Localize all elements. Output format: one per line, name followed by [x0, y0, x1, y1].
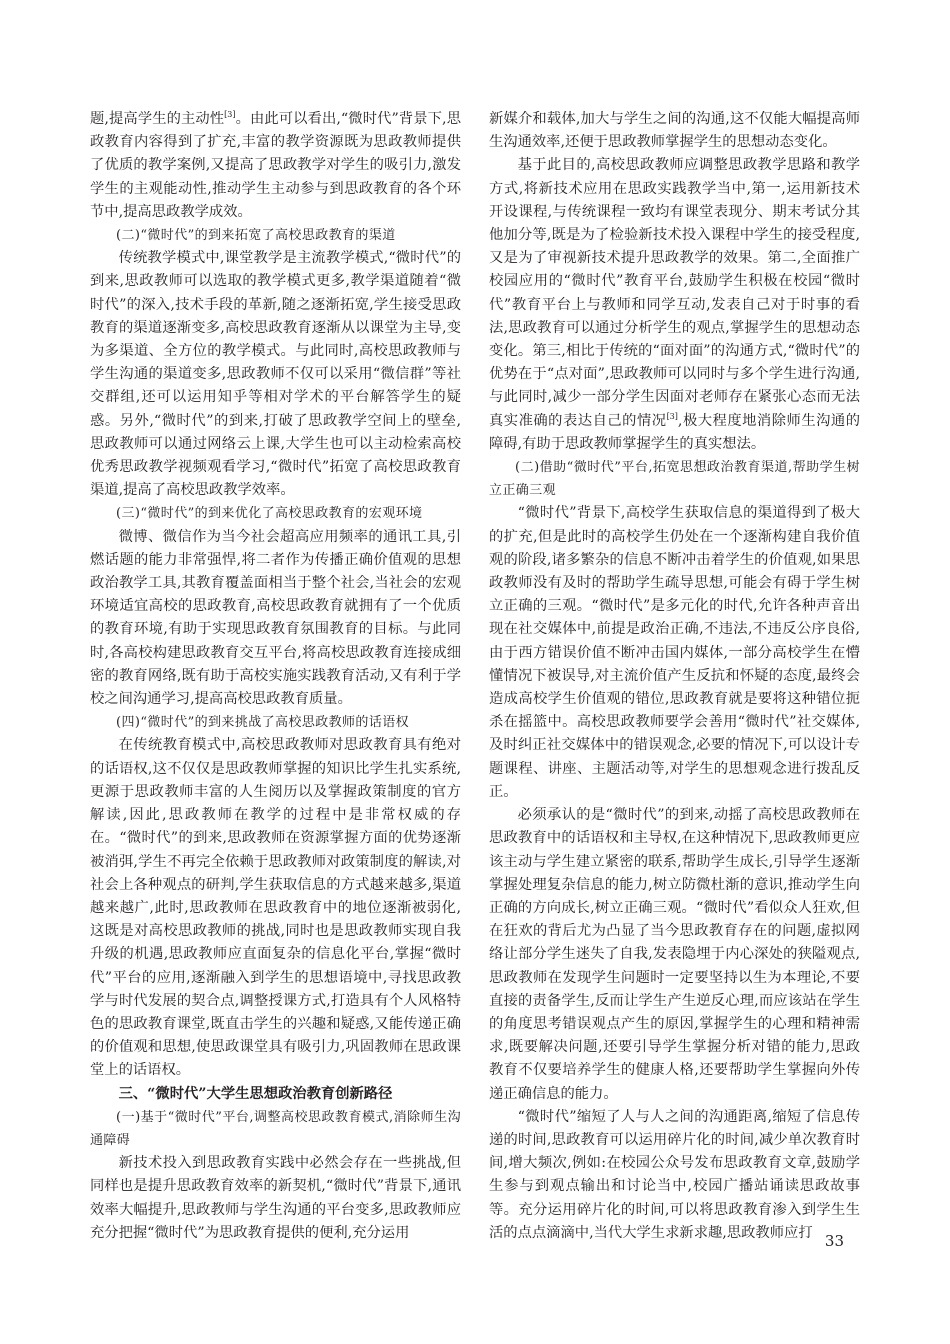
subheading — [90, 502, 461, 525]
paragraph-text: (一)基于“微时代”平台,调整高校思政教育模式,消除师生沟通障碍 — [90, 1109, 461, 1148]
body-paragraph — [489, 804, 860, 1106]
body-paragraph — [489, 108, 860, 154]
body-paragraph — [489, 154, 860, 456]
subheading — [489, 456, 860, 502]
subheading — [90, 1106, 461, 1152]
section-heading — [90, 1083, 461, 1106]
body-paragraph — [90, 247, 461, 502]
paragraph-text: 题,提高学生的主动性 — [90, 111, 225, 127]
body-paragraph — [489, 1106, 860, 1245]
paragraph-text: 微博、微信作为当今社会超高应用频率的通讯工具,引燃话题的能力非常强悍,将二者作为传播正确价值观的思想政治教学工具,其教育覆盖面相当于整个社会,当社会的宏观环境适宜高校的思政教育,高校思政教育就拥有了一个优质的教育环境,有助于实现思政教育氛围教育的目标。与此同时,各高校构建思政教育交互平台,将高校思政教育连接成细密的教育网络,既有助于高校实施实践教育活动,又有利于学校之间沟通学习,提高高校思政教育质量。 — [90, 528, 461, 708]
paragraph-text: 在传统教育模式中,高校思政教师对思政教育具有绝对的话语权,这不仅仅是思政教师掌握的知识比学生扎实系统,更源于思政教师丰富的人生阅历以及掌握政策制度的官方解读,因此,思政教师在教学的过程中是非常权威的存在。“微时代”的到来,思政教师在资源掌握方面的优势逐渐被消弭,学生不再完全依赖于思政教师对政策制度的解读,对社会上各种观点的研判,学生获取信息的方式越来越多,渠道越来越广,此时,思政教师在思政教育中的地位逐渐被弱化,这既是对高校思政教师的挑战,同时也是思政教师实现自我升级的机遇,思政教师应直面复杂的信息化平台,掌握“微时代”平台的应用,逐渐融入到学生的思想语境中,寻找思政教学与时代发展的契合点,调整授课方式,打造具有个人风格特色的思政教育课堂,既直击学生的兴趣和疑惑,又能传递正确的价值观和思想,使思政课堂具有吸引力,巩固教师在思政课堂上的话语权。 — [90, 737, 461, 1079]
paragraph-text: “微时代”背景下,高校学生获取信息的渠道得到了极大的扩充,但是此时的高校学生仍处在一个逐渐构建自我价值观的阶段,诸多繁杂的信息不断冲击着学生的价值观,如果思政教师没有及时的帮助学生疏导思想,可能会有碍于学生树立正确的三观。“微时代”是多元化的时代,允许各种声音出现在社交媒体中,前提是政治正确,不违法,不违反公序良俗,由于西方错误价值不断冲击国内媒体,一部分高校学生在懵懂情况下被误导,对主流价值产生反抗和怀疑的态度,最终会造成高校学生价值观的错位,思政教育就是要将这种错位扼杀在摇篮中。高校思政教师要学会善用“微时代”社交媒体,及时纠正社交媒体中的错误观念,必要的情况下,可以设计专题课程、讲座、主题活动等,对学生的思想观念进行拨乱反正。 — [489, 505, 860, 800]
subheading — [90, 224, 461, 247]
right-column — [489, 108, 860, 1245]
paragraph-text: ,极大程度地消除师生沟通的障碍,有助于思政教师掌握学生的真实想法。 — [489, 412, 861, 452]
paragraph-text: 新媒介和载体,加大与学生之间的沟通,这不仅能大幅提高师生沟通效率,还便于思政教师掌握学生的思想动态变化。 — [489, 111, 860, 151]
paragraph-text: 三、“微时代”大学生思想政治教育创新路径 — [118, 1085, 393, 1102]
paragraph-text: 新技术投入到思政教育实践中必然会存在一些挑战,但同样也是提升思政教育效率的新契机,“微时代”背景下,通讯效率大幅提升,思政教师与学生沟通的平台变多,思政教师应充分把握“微时代”为思政教育提供的便利,充分运用 — [90, 1155, 461, 1241]
paragraph-text: 。由此可以看出,“微时代”背景下,思政教育内容得到了扩充,丰富的教学资源既为思政教师提供了优质的教学案例,又提高了思政教学对学生的吸引力,激发学生的主观能动性,推动学生主动参与到思政教育的各个环节中,提高思政教学成效。 — [90, 111, 461, 220]
paragraph-text: “微时代”缩短了人与人之间的沟通距离,缩短了信息传递的时间,思政教育可以运用碎片化的时间,减少单次教育时间,增大频次,例如:在校园公众号发布思政教育文章,鼓励学生参与到观点输出和讨论当中,校园广播站诵读思政故事等。充分运用碎片化的时间,可以将思政教育渗入到学生生活的点点滴滴中,当代大学生求新求趣,思政教师应打 — [489, 1108, 860, 1241]
paragraph-text: (二)“微时代”的到来拓宽了高校思政教育的渠道 — [116, 228, 396, 244]
body-paragraph — [90, 526, 461, 712]
body-paragraph — [90, 1152, 461, 1245]
paragraph-text: (四)“微时代”的到来挑战了高校思政教师的话语权 — [116, 715, 410, 731]
paragraph-text: 传统教学模式中,课堂教学是主流教学模式,“微时代”的到来,思政教师可以选取的教学模式更多,教学渠道随着“微时代”的深入,技术手段的革新,随之逐渐拓宽,学生接受思政教育的渠道逐渐变多,高校思政教育逐渐从以课堂为主导,变为多渠道、全方位的教学模式。与此同时,高校思政教师与学生沟通的渠道变多,思政教师不仅可以采用“微信群”等社交群组,还可以运用知乎等相对学术的平台解答学生的疑惑。另外,“微时代”的到来,打破了思政教学空间上的壁垒,思政教师可以通过网络云上课,大学生也可以主动检索高校优秀思政教学视频观看学习,“微时代”拓宽了高校思政教育渠道,提高了高校思政教学效率。 — [90, 250, 461, 499]
body-paragraph — [90, 108, 461, 224]
body-paragraph — [489, 502, 860, 804]
left-column — [90, 108, 461, 1245]
page-number: 33 — [824, 1232, 844, 1250]
citation-marker: [3] — [224, 110, 236, 119]
paragraph-text: (二)借助“微时代”平台,拓宽思想政治教育渠道,帮助学生树立正确三观 — [489, 460, 860, 499]
citation-marker: [3] — [666, 411, 678, 421]
paragraph-text: 必须承认的是“微时代”的到来,动摇了高校思政教师在思政教育中的话语权和主导权,在这种情况下,思政教师更应该主动与学生建立紧密的联系,帮助学生成长,引导学生逐渐掌握处理复杂信息的能力,树立防微杜渐的意识,推动学生向正确的方向成长,树立正确三观。“微时代”看似众人狂欢,但在狂欢的背后尤为凸显了当今思政教育存在的问题,虚拟网络让部分学生迷失了自我,发表隐埋于内心深处的狭隘观点,思政教师在发现学生问题时一定要坚持以生为本理论,不要直接的责备学生,反而让学生产生逆反心理,而应该站在学生的角度思考错误观点产生的原因,掌握学生的心理和精神需求,既要解决问题,还要引导学生掌握分析对错的能力,思政教育不仅要培养学生的健康人格,还要帮助学生掌握向外传递正确信息的能力。 — [489, 807, 860, 1102]
paragraph-text: 基于此目的,高校思政教师应调整思政教学思路和教学方式,将新技术应用在思政实践教学当中,第一,运用新技术开设课程,与传统课程一致均有课堂表现分、期末考试分其他加分等,既是为了检验新技术投入课程中学生的接受程度,又是为了审视新技术提升思政教学的效果。第二,全面推广校园应用的“微时代”教育平台,鼓励学生积极在校园“微时代”教育平台上与教师和同学互动,发表自己对于时事的看法,思政教育可以通过分析学生的观点,掌握学生的思想动态变化。第三,相比于传统的“面对面”的沟通方式,“微时代”的优势在于“点对面”,思政教师可以同时与多个学生进行沟通,与此同时,减少一部分学生因面对老师存在紧张心态而无法真实准确的表达自己的情况 — [489, 157, 860, 429]
paragraph-text: (三)“微时代”的到来优化了高校思政教育的宏观环境 — [116, 506, 423, 522]
body-paragraph — [90, 734, 461, 1082]
subheading — [90, 711, 461, 734]
